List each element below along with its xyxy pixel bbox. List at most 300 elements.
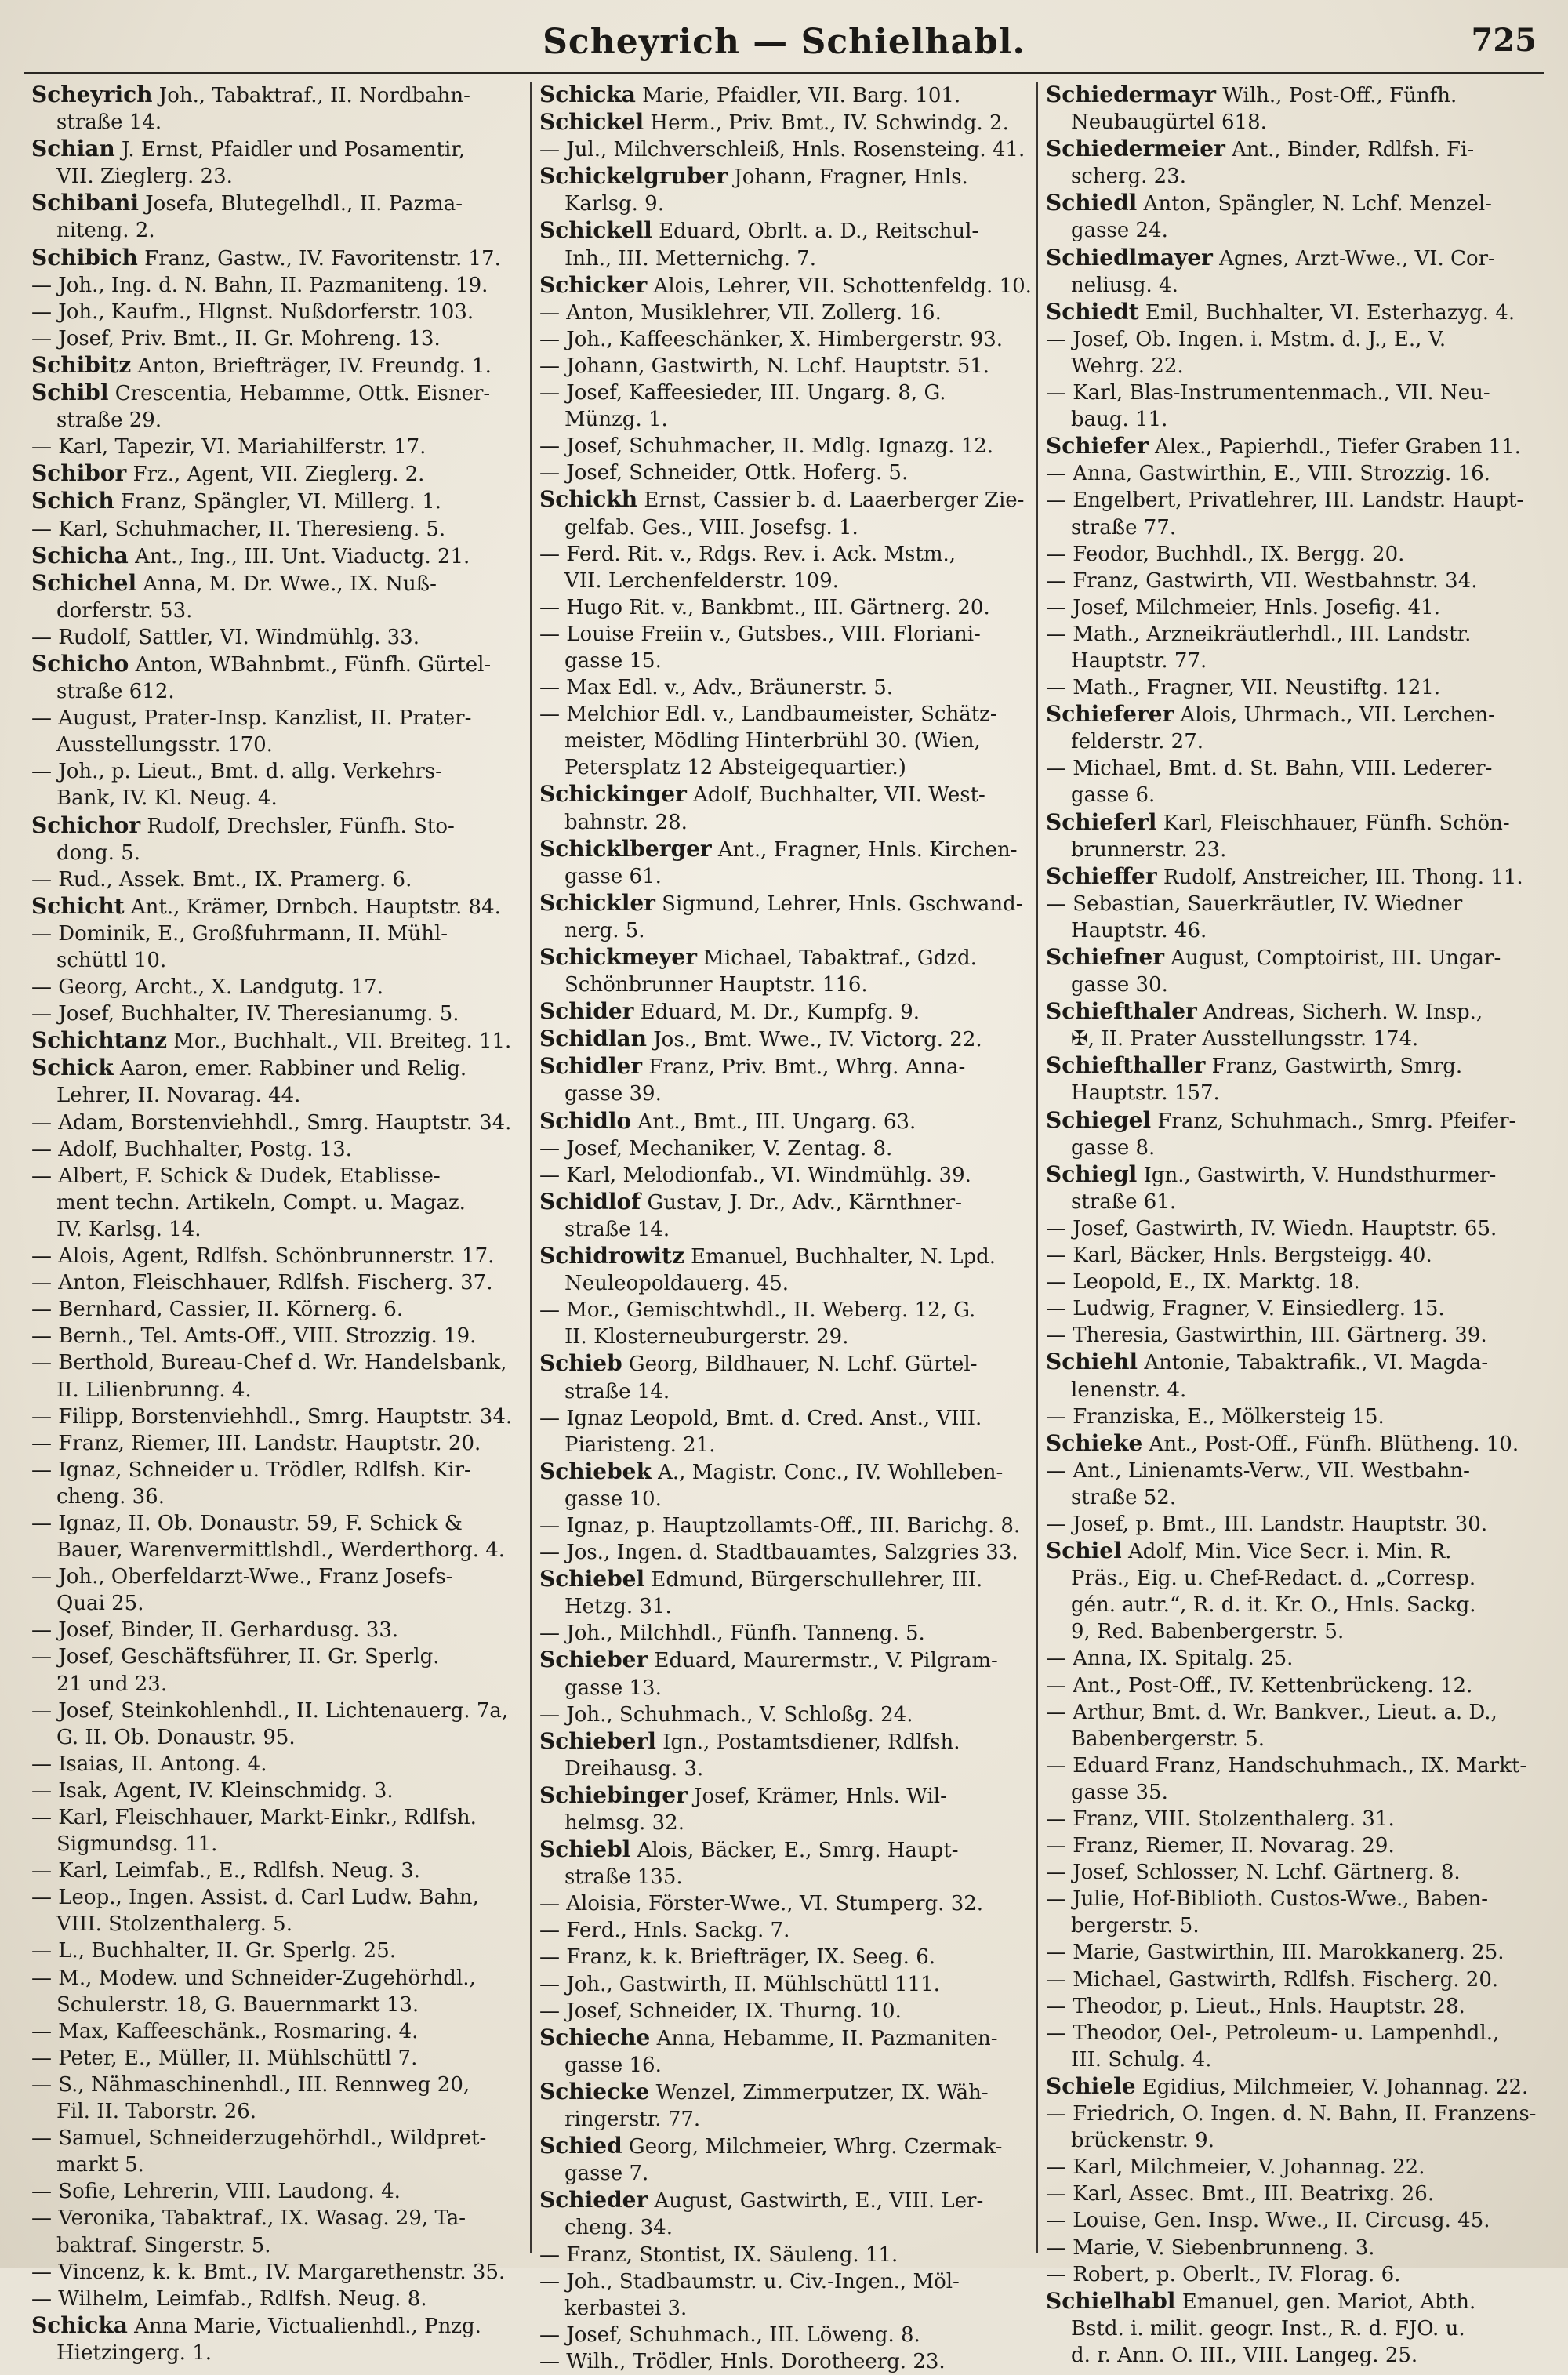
entry-text: dong. 5.: [56, 841, 141, 865]
entry-head-line: [31, 460, 522, 488]
surname: Schieke: [1046, 1429, 1143, 1456]
entry-line: [31, 1563, 522, 1590]
entry-text: Wehrg. 22.: [1071, 354, 1184, 378]
entry-line: [31, 1804, 522, 1831]
entry-text: — Bernh., Tel. Amts-Off., VIII. Strozzig. 19.: [31, 1324, 477, 1349]
entry-text: gasse 8.: [1071, 1135, 1156, 1160]
entry-head-line: [31, 82, 522, 109]
entry-text: Neuleopoldauerg. 45.: [564, 1272, 789, 1296]
entry-text: Neubaugürtel 618.: [1071, 111, 1267, 135]
entry-head-line: [1046, 944, 1535, 971]
entry-line: [539, 648, 1029, 674]
entry-text: Präs., Eig. u. Chef-Redact. d. „Corresp.: [1071, 1567, 1476, 1591]
entry-text: — Wilh., Trödler, Hnls. Dorotheerg. 23.: [539, 2349, 946, 2373]
entry-text: A., Magistr. Conc., IV. Wohlleben-: [651, 1460, 1004, 1484]
entry-text: — Robert, p. Oberlt., IV. Florag. 6.: [1046, 2262, 1401, 2286]
entry-text: — Karl, Melodionfab., VI. Windmühlg. 39.: [539, 1163, 971, 1187]
surname: Schiebl: [539, 1836, 631, 1863]
entry-text: Anna, Hebamme, II. Pazmaniten-: [650, 2026, 998, 2050]
entry-text: — Dominik, E., Großfuhrmann, II. Mühl-: [31, 921, 448, 946]
surname: Schicho: [31, 650, 129, 677]
entry-text: Alois, Bäcker, E., Smrg. Haupt-: [630, 1839, 959, 1863]
entry-text: — S., Nähmaschinenhdl., III. Rennweg 20,: [31, 2072, 470, 2097]
entry-text: gasse 13.: [564, 1676, 662, 1700]
entry-text: — Josef, Gastwirth, IV. Wiedn. Hauptstr. 65.: [1046, 1216, 1497, 1240]
entry-text: — Joh., Gastwirth, II. Mühlschüttl 111.: [539, 1972, 940, 1996]
entry-text: straße 14.: [564, 1379, 670, 1404]
entry-line: [539, 1620, 1029, 1647]
entry-text: — Michael, Bmt. d. St. Bahn, VIII. Lederer-: [1046, 757, 1493, 781]
entry-head-line: [1046, 809, 1535, 837]
surname: Schickinger: [539, 781, 687, 808]
entry-line: [539, 245, 1029, 272]
entry-text: meister, Mödling Hinterbrühl 30. (Wien,: [564, 729, 981, 754]
entry-line: [1046, 2261, 1535, 2288]
entry-text: helmsg. 32.: [564, 1811, 684, 1835]
entry-line: [1046, 2020, 1535, 2046]
entry-text: Emanuel, gen. Mariot, Abth.: [1175, 2290, 1476, 2314]
entry-line: [1046, 379, 1535, 406]
entry-head-line: [539, 1728, 1029, 1756]
entry-head-line: [1046, 245, 1535, 272]
entry-text: Hetzg. 31.: [564, 1595, 672, 1619]
surname: Schickelgruber: [539, 163, 728, 190]
entry-text: — Ignaz, II. Ob. Donaustr. 59, F. Schick &: [31, 1511, 463, 1535]
entry-text: — Filipp, Borstenviehhdl., Smrg. Hauptstr. 34.: [31, 1404, 513, 1429]
entry-line: [31, 1643, 522, 1670]
entry-line: [31, 1082, 522, 1109]
entry-line: [1046, 917, 1535, 944]
entry-text: Ausstellungsstr. 170.: [56, 733, 273, 757]
entry-head-line: [539, 1243, 1029, 1270]
entry-text: — Jul., Milchverschleiß, Hnls. Rosensteing. 41.: [539, 138, 1025, 162]
entry-line: [1046, 2127, 1535, 2154]
entry-text: Lehrer, II. Novarag. 44.: [56, 1084, 301, 1108]
entry-line: [539, 2160, 1029, 2187]
entry-text: — Peter, E., Müller, II. Mühlschüttl 7.: [31, 2046, 418, 2070]
entry-text: Herm., Priv. Bmt., IV. Schwindg. 2.: [644, 111, 1009, 136]
surname: Schiedermayr: [1046, 82, 1217, 107]
entry-line: [539, 2242, 1029, 2268]
entry-line: [539, 406, 1029, 433]
entry-head-line: [31, 190, 522, 217]
entry-head-line: [1046, 1052, 1535, 1080]
entry-text: gasse 7.: [564, 2162, 649, 2186]
entry-head-line: [539, 836, 1029, 863]
entry-text: Franz, Schuhmach., Smrg. Pfeifer-: [1151, 1109, 1516, 1133]
entry-text: straße 14.: [56, 111, 162, 135]
entry-line: [1046, 1806, 1535, 1832]
surname: Schidlof: [539, 1188, 641, 1215]
entry-text: straße 29.: [56, 409, 162, 433]
entry-line: [31, 2072, 522, 2098]
entry-line: [1046, 1511, 1535, 1538]
entry-text: Quai 25.: [56, 1592, 144, 1616]
entry-line: [539, 353, 1029, 379]
entry-text: — Josef, Kaffeesieder, III. Ungarg. 8, G.: [539, 381, 946, 405]
entry-line: [539, 1324, 1029, 1350]
entry-line: [31, 840, 522, 866]
entry-text: — Julie, Hof-Biblioth. Custos-Wwe., Baben-: [1046, 1887, 1488, 1912]
surname: Schiedlmayer: [1046, 244, 1213, 271]
entry-text: bahnstr. 28.: [564, 810, 688, 834]
surname: Schiegl: [1046, 1160, 1138, 1187]
entry-line: [1046, 782, 1535, 808]
surname: Schiedermeier: [1046, 136, 1225, 162]
entry-text: — Joh., Ing. d. N. Bahn, II. Pazmaniteng. 19.: [31, 273, 488, 297]
entry-line: [31, 1831, 522, 1858]
entry-text: Münzg. 1.: [564, 408, 668, 432]
entry-text: neliusg. 4.: [1071, 273, 1178, 297]
entry-text: Schönbrunner Hauptstr. 116.: [564, 973, 868, 997]
entry-head-line: [31, 2312, 522, 2340]
entry-line: [539, 2295, 1029, 2322]
entry-line: [1046, 163, 1535, 190]
page-header: [24, 22, 1544, 67]
entry-line: [1046, 487, 1535, 514]
entry-head-line: [1046, 1161, 1535, 1189]
entry-line: [539, 971, 1029, 998]
entry-line: [1046, 1752, 1535, 1779]
entry-text: Rudolf, Anstreicher, III. Thong. 11.: [1156, 865, 1523, 889]
entry-text: brunnerstr. 23.: [1071, 837, 1227, 862]
entry-text: Rudolf, Drechsler, Fünfh. Sto-: [140, 814, 455, 838]
entry-text: — Wilhelm, Leimfab., Rdlfsh. Neug. 8.: [31, 2286, 427, 2311]
entry-head-line: [539, 271, 1032, 300]
entry-line: [1046, 1295, 1535, 1322]
entry-text: ringerstr. 77.: [564, 2108, 701, 2132]
surname: Schian: [31, 136, 115, 162]
entry-line: [1046, 1189, 1535, 1215]
entry-text: — Math., Arzneikräutlerhdl., III. Landstr.: [1046, 622, 1472, 646]
entry-line: [31, 2018, 522, 2045]
entry-line: [31, 732, 522, 758]
entry-head-line: [539, 1647, 1029, 1674]
entry-head-line: [539, 1458, 1029, 1486]
surname: Scheyrich: [31, 82, 153, 107]
entry-line: [31, 2045, 522, 2072]
entry-line: [31, 1404, 522, 1430]
entry-text: — Josef, Steinkohlenhdl., II. Lichtenauerg. 7a,: [31, 1698, 509, 1723]
entry-text: Aaron, emer. Rabbiner und Relig.: [113, 1057, 467, 1081]
entry-line: [539, 1080, 1029, 1107]
entry-text: — Theodor, Oel-, Petroleum- u. Lampenhdl.,: [1046, 2021, 1500, 2045]
entry-line: [31, 1323, 522, 1349]
entry-line: [31, 1136, 522, 1163]
entry-text: Bstd. i. milit. geogr. Inst., R. d. FJO. u.: [1071, 2316, 1465, 2341]
entry-head-line: [31, 893, 522, 921]
entry-text: Antonie, Tabaktrafik., VI. Magda-: [1138, 1351, 1489, 1375]
entry-head-line: [539, 1053, 1029, 1080]
entry-line: [1046, 1484, 1535, 1511]
entry-line: [31, 974, 522, 1000]
entry-text: — Josef, Priv. Bmt., II. Gr. Mohreng. 13.: [31, 326, 441, 350]
surname: Schieber: [539, 1647, 648, 1673]
entry-line: [1046, 1726, 1535, 1752]
entry-text: Georg, Milchmeier, Whrg. Czermak-: [622, 2135, 1003, 2159]
entry-head-line: [539, 1350, 1029, 1378]
entry-text: — Michael, Gastwirth, Rdlfsh. Fischerg. 20.: [1046, 1967, 1499, 1992]
entry-line: [539, 809, 1029, 836]
entry-columns: [24, 82, 1544, 2373]
entry-text: — Arthur, Bmt. d. Wr. Bankver., Lieut. a. D.,: [1046, 1700, 1497, 1724]
entry-text: — Isak, Agent, IV. Kleinschmidg. 3.: [31, 1778, 394, 1803]
entry-line: [539, 1405, 1029, 1432]
entry-text: — Ant., Post-Off., IV. Kettenbrückeng. 12.: [1046, 1673, 1473, 1698]
column-1: [24, 82, 530, 2365]
entry-line: [31, 2259, 522, 2286]
entry-line: [1046, 353, 1535, 379]
entry-head-line: [31, 1027, 522, 1055]
surname: Schiele: [1046, 2072, 1136, 2099]
entry-text: 9, Red. Babenbergerstr. 5.: [1071, 1620, 1345, 1644]
entry-head-line: [31, 543, 522, 570]
entry-line: [539, 621, 1029, 648]
entry-text: — Franz, Gastwirth, VII. Westbahnstr. 34.: [1046, 568, 1478, 593]
entry-line: [31, 1992, 522, 2018]
entry-line: [1046, 755, 1535, 782]
entry-line: [31, 1911, 522, 1937]
surname: Schieffer: [1046, 862, 1157, 889]
entry-text: — Mor., Gemischtwhdl., II. Weberg. 12, G.: [539, 1298, 976, 1323]
entry-line: [31, 163, 522, 190]
surname: Schickmeyer: [539, 944, 697, 970]
entry-text: — Friedrich, O. Ingen. d. N. Bahn, II. Franzens-: [1046, 2102, 1537, 2126]
entry-line: [31, 2232, 522, 2259]
entry-text: Franz, Priv. Bmt., Whrg. Anna-: [642, 1055, 966, 1080]
entry-line: [1046, 1242, 1535, 1269]
entry-line: [1046, 1779, 1535, 1806]
entry-text: Ant., Krämer, Drnbch. Hauptstr. 84.: [124, 895, 501, 919]
entry-text: Karlsg. 9.: [564, 192, 664, 216]
entry-line: [539, 1270, 1029, 1297]
entry-line: [31, 624, 522, 651]
entry-text: — Berthold, Bureau-Chef d. Wr. Handelsbank,: [31, 1351, 507, 1375]
entry-line: [1046, 2235, 1535, 2261]
entry-text: August, Comptoirist, III. Ungar-: [1164, 946, 1501, 970]
entry-head-line: [539, 1189, 1029, 1216]
entry-text: Bauer, Warenvermittlshdl., Werderthorg. 4.: [56, 1538, 506, 1563]
entry-text: — Josef, Schneider, Ottk. Hoferg. 5.: [539, 461, 909, 485]
entry-text: Wilh., Post-Off., Fünfh.: [1216, 84, 1457, 107]
entry-text: Sigmundsg. 11.: [56, 1832, 218, 1857]
entry-line: [539, 459, 1029, 486]
entry-text: Joh., Tabaktraf., II. Nordbahn-: [152, 84, 470, 107]
entry-text: Fil. II. Taborstr. 26.: [56, 2100, 257, 2124]
entry-line: [31, 217, 522, 244]
entry-line: [539, 1162, 1029, 1189]
entry-text: — Franz, Riemer, III. Landstr. Hauptstr. 20.: [31, 1431, 481, 1455]
entry-text: — Ludwig, Fragner, V. Einsiedlerg. 15.: [1046, 1297, 1445, 1321]
surname: Schicka: [31, 2311, 128, 2338]
entry-line: [31, 1884, 522, 1911]
entry-text: — Albert, F. Schick & Dudek, Etablisse-: [31, 1164, 441, 1188]
entry-line: [1046, 1135, 1535, 1161]
entry-text: — Ignaz Leopold, Bmt. d. Cred. Anst., VIII.: [539, 1406, 982, 1430]
entry-line: [1046, 1859, 1535, 1886]
entry-text: — Bernhard, Cassier, II. Körnerg. 6.: [31, 1298, 404, 1322]
entry-text: — August, Prater-Insp. Kanzlist, II. Prater-: [31, 706, 472, 731]
entry-line: [1046, 1618, 1535, 1645]
entry-text: Ernst, Cassier b. d. Laaerberger Zie-: [637, 488, 1025, 513]
entry-text: — Josef, Ob. Ingen. i. Mstm. d. J., E., V.: [1046, 327, 1446, 351]
entry-text: dorferstr. 53.: [56, 598, 193, 623]
entry-text: — Jos., Ingen. d. Stadtbauamtes, Salzgries 33.: [539, 1541, 1018, 1565]
entry-head-line: [1046, 998, 1535, 1026]
entry-text: — Johann, Gastwirth, N. Lchf. Hauptstr. 51.: [539, 354, 990, 378]
entry-text: gasse 10.: [564, 1487, 662, 1511]
entry-text: baug. 11.: [1071, 408, 1168, 432]
entry-text: — Josef, Milchmeier, Hnls. Josefig. 41.: [1046, 595, 1440, 619]
entry-line: [1046, 1026, 1535, 1052]
entry-line: [539, 2214, 1029, 2241]
surname: Schick: [31, 1055, 114, 1081]
entry-line: [31, 325, 522, 352]
entry-head-line: [1046, 2288, 1535, 2315]
entry-text: Emil, Buchhalter, VI. Esterhazyg. 4.: [1138, 300, 1515, 325]
entry-text: straße 14.: [564, 1217, 670, 1241]
entry-text: gasse 39.: [564, 1082, 662, 1106]
entry-text: — Samuel, Schneiderzugehörhdl., Wildpret-: [31, 2126, 487, 2151]
entry-line: [1046, 1080, 1535, 1106]
column-3: [1036, 82, 1543, 2367]
entry-text: — Marie, Gastwirthin, III. Marokkanerg. 25.: [1046, 1941, 1504, 1965]
entry-line: [539, 1756, 1029, 1782]
entry-line: [1046, 728, 1535, 755]
entry-line: [31, 758, 522, 785]
entry-text: bergerstr. 5.: [1071, 1914, 1200, 1938]
entry-line: [1046, 971, 1535, 998]
entry-text: — Josef, Geschäftsführer, II. Gr. Sperlg.: [31, 1645, 440, 1669]
entry-text: Ant., Binder, Rdlfsh. Fi-: [1225, 138, 1475, 162]
entry-text: gelfab. Ges., VIII. Josefsg. 1.: [564, 515, 858, 539]
surname: Schibor: [31, 460, 127, 487]
entry-text: nerg. 5.: [564, 918, 645, 942]
entry-text: — Eduard Franz, Handschuhmach., IX. Markt-: [1046, 1753, 1527, 1778]
entry-text: — Franziska, E., Mölkersteig 15.: [1046, 1404, 1385, 1429]
entry-text: — Georg, Archt., X. Landgutg. 17.: [31, 975, 383, 1000]
entry-line: [31, 1163, 522, 1189]
entry-text: cheng. 36.: [56, 1484, 165, 1509]
entry-line: [539, 1486, 1029, 1513]
entry-text: Karl, Fleischhauer, Fünfh. Schön-: [1156, 811, 1510, 835]
entry-head-line: [539, 1836, 1029, 1864]
entry-text: — Anton, Fleischhauer, Rdlfsh. Fischerg. 37.: [31, 1271, 493, 1295]
surname: Schibich: [31, 244, 138, 271]
entry-text: — Math., Fragner, VII. Neustiftg. 121.: [1046, 676, 1441, 700]
entry-text: — Vincenz, k. k. Bmt., IV. Margarethenstr. 35.: [31, 2260, 506, 2284]
entry-text: Anna Marie, Victualienhdl., Pnzg.: [127, 2314, 481, 2338]
entry-text: — Engelbert, Privatlehrer, III. Landstr. Haupt-: [1046, 488, 1524, 513]
entry-line: [31, 1617, 522, 1643]
entry-line: [1046, 326, 1535, 353]
surname: Schiebinger: [539, 1781, 688, 1808]
column-2: [530, 82, 1036, 2373]
entry-line: [31, 1109, 522, 1136]
entry-text: — Karl, Schuhmacher, II. Theresieng. 5.: [31, 517, 446, 541]
surname: Schieb: [539, 1350, 622, 1377]
entry-line: [31, 299, 522, 325]
entry-text: Franz, Gastw., IV. Favoritenstr. 17.: [137, 246, 501, 271]
entry-text: Gustav, J. Dr., Adv., Kärnthner-: [641, 1190, 963, 1215]
entry-line: [31, 434, 522, 460]
entry-text: Bank, IV. Kl. Neug. 4.: [56, 786, 278, 811]
surname: Schiecke: [539, 2078, 650, 2104]
surname: Schieche: [539, 2024, 651, 2050]
entry-text: — Feodor, Buchhdl., IX. Bergg. 20.: [1046, 542, 1405, 566]
entry-text: — Ferd., Hnls. Sackg. 7.: [539, 1919, 790, 1943]
surname: Schickler: [539, 889, 655, 916]
entry-head-line: [539, 1566, 1029, 1593]
entry-text: — Louise, Gen. Insp. Wwe., II. Circusg. 45.: [1046, 2209, 1490, 2233]
entry-line: [1046, 1404, 1535, 1430]
entry-head-line: [539, 2079, 1029, 2106]
entry-text: straße 52.: [1071, 1485, 1177, 1509]
entry-text: — Karl, Fleischhauer, Markt-Einkr., Rdlfsh.: [31, 1806, 477, 1829]
entry-line: [31, 2125, 522, 2152]
entry-line: [539, 1864, 1029, 1890]
entry-line: [1046, 541, 1535, 568]
entry-text: — Theodor, p. Lieut., Hnls. Hauptstr. 28.: [1046, 1994, 1465, 2018]
entry-line: [1046, 621, 1535, 648]
entry-text: — Karl, Bäcker, Hnls. Bergsteigg. 40.: [1046, 1244, 1432, 1268]
entry-head-line: [539, 2133, 1029, 2160]
entry-text: — Joh., Stadbaumstr. u. Civ.-Ingen., Möl-: [539, 2269, 960, 2293]
entry-line: [1046, 1458, 1535, 1484]
entry-head-line: [31, 488, 522, 515]
entry-text: ✠, II. Prater Ausstellungsstr. 174.: [1071, 1027, 1419, 1051]
entry-line: [1046, 837, 1535, 863]
entry-line: [539, 701, 1029, 728]
entry-line: [31, 1269, 522, 1296]
entry-text: Eduard, Maurermstr., V. Pilgram-: [648, 1649, 998, 1673]
entry-text: — Franz, Stontist, IX. Säuleng. 11.: [539, 2242, 898, 2267]
entry-head-line: [31, 1055, 522, 1082]
entry-head-line: [1046, 1107, 1535, 1135]
entry-line: [539, 1539, 1029, 1566]
entry-text: III. Schulg. 4.: [1071, 2047, 1212, 2072]
entry-text: Frz., Agent, VII. Zieglerg. 2.: [126, 463, 425, 487]
entry-head-line: [1046, 701, 1535, 728]
entry-line: [31, 2178, 522, 2205]
entry-text: — Josef, Schlosser, N. Lchf. Gärtnerg. 8.: [1046, 1861, 1461, 1885]
entry-text: — Leopold, E., IX. Marktg. 18.: [1046, 1270, 1360, 1295]
entry-text: Ant., Fragner, Hnls. Kirchen-: [711, 837, 1018, 862]
entry-line: [539, 674, 1029, 701]
entry-line: [31, 1965, 522, 1992]
entry-line: [31, 1483, 522, 1510]
surname: Schibitz: [31, 351, 132, 378]
surname: Schider: [539, 998, 634, 1025]
entry-text: VIII. Stolzenthalerg. 5.: [56, 1912, 292, 1937]
entry-head-line: [1046, 1538, 1535, 1565]
entry-line: [1046, 460, 1535, 487]
surname: Schich: [31, 488, 114, 514]
entry-head-line: [1046, 82, 1535, 109]
entry-text: Anton, Briefträger, IV. Freundg. 1.: [131, 354, 492, 378]
entry-line: [539, 594, 1029, 621]
entry-line: [1046, 568, 1535, 594]
entry-text: straße 77.: [1071, 515, 1177, 539]
surname: Schichel: [31, 569, 137, 596]
surname: Schiegel: [1046, 1106, 1152, 1133]
entry-text: — Karl, Tapezir, VI. Mariahilferstr. 17.: [31, 435, 426, 459]
surname: Schiedt: [1046, 298, 1139, 325]
entry-line: [1046, 1832, 1535, 1859]
surname: Schiebel: [539, 1566, 645, 1592]
surname: Schickell: [539, 217, 652, 244]
entry-text: Franz, Gastwirth, Smrg.: [1205, 1055, 1463, 1079]
